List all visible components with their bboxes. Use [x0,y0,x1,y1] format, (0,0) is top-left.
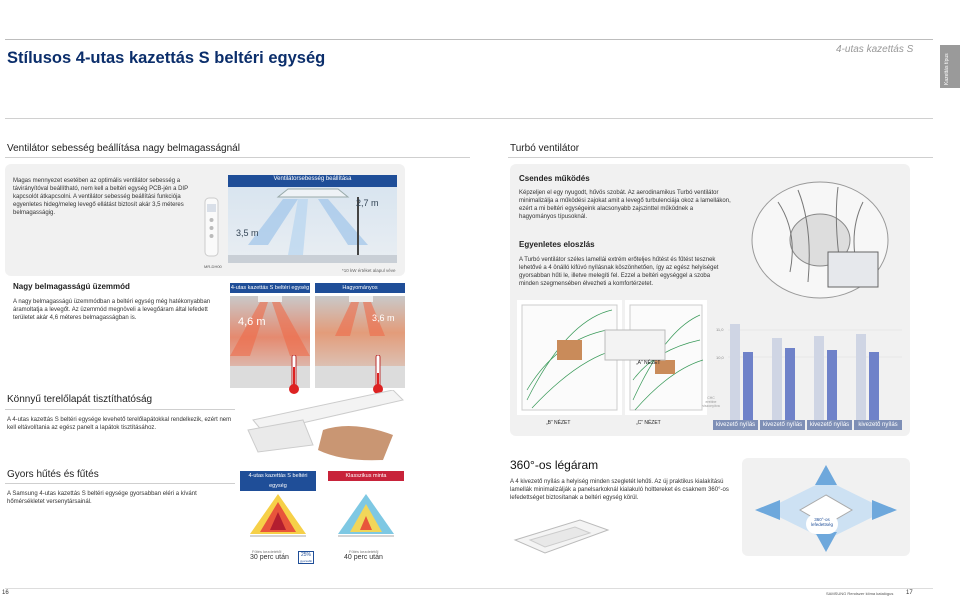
height-3-5: 3,5 m [236,228,259,238]
thermometer-icon [288,355,300,395]
heat-map-4way [240,484,316,546]
page-title: Stílusos 4-utas kazettás S beltéri egység [7,49,326,67]
high-mode-title: Nagy belmagasságú üzemmód [13,282,130,291]
fan-speed-section-title: Ventilátor sebesség beállítása nagy belmagasságnál [7,143,240,154]
left-rule-3 [5,483,235,484]
outlet-label-4: kivezető nyílás [854,420,902,430]
height-3-6: 3,6 m [372,313,395,323]
deg360-image [745,460,907,554]
percent-sub: gyorsabb [299,559,313,563]
high-mode-image-conventional [315,296,405,388]
right-rule-1 [508,157,933,158]
outlet-label-3: kivezető nyílás [807,420,852,430]
tag-classic: Klasszikus minta [328,471,404,481]
bar-tick-2: 10,0 [716,355,724,360]
turbo-fan-image [738,172,903,307]
bar-tick-1: 11,0 [716,327,724,332]
fan-speed-box-title: Ventilátorsebesség beállítása [273,176,352,182]
left-rule-2 [5,409,235,410]
quiet-title: Csendes működés [519,174,590,183]
turbo-title: Turbó ventilátor [510,143,580,154]
percent-value: 25% [300,552,311,558]
section-rule [5,118,933,119]
time-label-1: Fűtés kezdetétől [252,549,282,554]
side-tab[interactable] [940,45,960,88]
deg360-title: 360°-os légáram [510,458,599,472]
bar-side-label: CHC erebbe viszonyítva [702,396,720,408]
right-title: 4-utas kazettás S [836,44,914,55]
clean-title: Könnyű terelőlapát tisztíthatóság [7,394,153,405]
airflow-diagram-small [600,325,720,365]
footnote: *10 kW értéket alapul véve [342,268,396,273]
deg360-label: 360°-os lefedettség [806,514,838,534]
airflow-bar-chart [712,312,902,422]
thermometer-icon [372,355,384,395]
even-title: Egyenletes eloszlás [519,240,595,249]
clean-text: A 4-utas kazettás S beltéri egysége levehető terelőlapátokkal rendelkezik, ezért nem kell eltávolítania az egész panelt a lapátok tisztításához. [7,417,232,431]
view-c-label: „C” NÉZET [636,420,661,426]
left-rule-1 [5,157,470,158]
heat-map-classic [328,484,404,546]
deg360-text: A 4 kivezető nyílás a helyiség minden szegletét lehűti. Az új praktikus kialakítású lamellák minimalizálják a panelsarkoknál kialakuló holttereket és csaknem 360°-os lefedettséget biztosítanak a beltéri egység körül. [510,479,729,501]
tag-conventional: Hagyományos [315,283,405,293]
quiet-text: Képzeljen el egy nyugodt, hűvös szobát. Az aerodinamikus Turbó ventilátor minimalizálja a működési zajokat amit a levegő turbulenciája okoz a lamellákon, ezért a mi beltéri egységeink alacsonyabb zajszinttel működnek a hagyományos típusoknál. [519,190,731,220]
tag-4way-fast: 4-utas kazettás S beltéri egység [240,471,316,491]
height-2-7: 2,7 m [356,198,379,208]
footer-rule [5,588,933,589]
outlet-label-1: kivezető nyílás [713,420,758,430]
page-number-left: 16 [2,590,9,596]
header-rule [5,39,933,40]
remote-image [202,196,221,258]
ceiling-unit-image [510,515,610,557]
fast-title: Gyors hűtés és fűtés [7,469,99,480]
page-number-right: 17 [906,590,913,596]
time-value-2: 40 perc után [344,554,383,561]
cleaning-image [243,390,405,462]
time-value-1: 30 perc után [250,554,289,561]
outlet-label-2: kivezető nyílás [760,420,805,430]
remote-label: MR-DH00 [204,264,222,269]
fan-speed-intro: Magas mennyezet esetében az optimális ventilátor sebesség a távirányítóval beállítható, nem kell a beltéri egység PCB-jén a DIP kapcsolót átkapcsolni. A ventilátor sebesség beállítási funkciója egyenletes hideg/meleg levegő ellátást biztosít akár 3,5 méteres belmagasságig. [13,178,188,216]
height-4-6: 4,6 m [238,316,266,328]
percent-badge [298,551,314,564]
fan-speed-image [228,175,397,263]
side-tab-label: Kazettás típus [944,53,950,85]
view-a-label: „A” NÉZET [636,360,661,366]
tag-4way: 4-utas kazettás S beltéri egység [230,285,310,291]
time-label-2: Fűtés kezdetétől [349,549,379,554]
high-mode-text: A nagy belmagasságú üzemmódban a beltéri egység még hatékonyabban áramoltatja a levegőt. Az üzemmód megnöveli a levegőáram által lefedett területet akár 4,6 méteres belmagasságban is. [13,299,211,321]
even-text: A Turbó ventilátor széles lamellái extrém erőteljes hűtést és fűtést tesznek lehetővé a 4 önálló kifúvó nyílásnak köszönhetően, így az egész helyiséget gyorsabban hűti le, illetve melegíti fel. Ezzel a beltéri egységgel a szoba minden szegmensében élvezheti a komfortérzetet. [519,257,719,287]
view-b-label: „B” NÉZET [546,420,571,426]
footer-brand: SAMSUNG Rendszer klíma katalógus [826,591,894,596]
fast-text: A Samsung 4-utas kazettás S beltéri egysége gyorsabban eléri a kívánt hőmérsékletet versenytársainál. [7,491,197,505]
